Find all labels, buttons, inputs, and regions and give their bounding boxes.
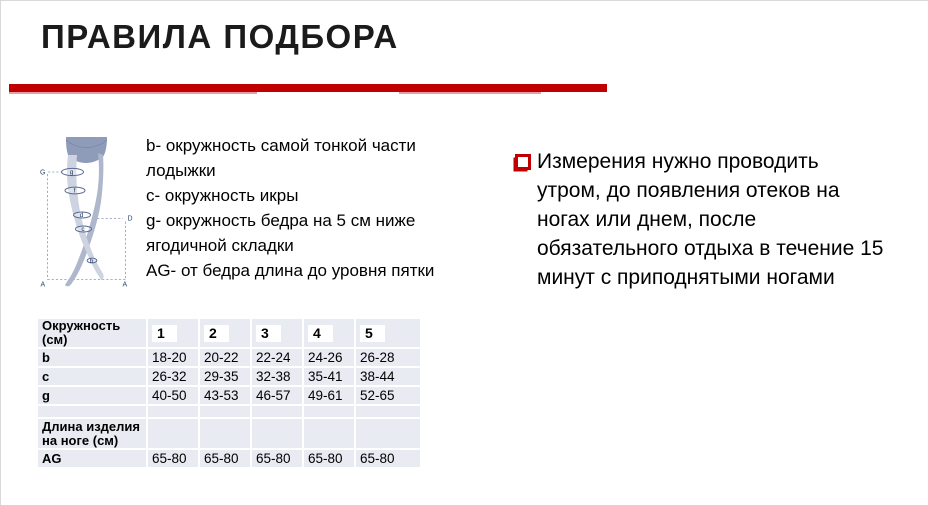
page-title: ПРАВИЛА ПОДБОРА <box>41 18 399 55</box>
table-cell: 65-80 <box>304 450 354 467</box>
table-cell <box>304 419 354 448</box>
table-cell <box>252 406 302 417</box>
diagram-label-G: G <box>40 169 46 177</box>
diagram-label-g: g <box>69 169 74 177</box>
definition-line: g- окружность бедра на 5 см ниже <box>146 211 416 230</box>
leg-measurement-diagram <box>38 127 138 289</box>
table-cell <box>252 419 302 448</box>
table-row <box>38 349 420 366</box>
size-column-header <box>148 319 198 347</box>
title-divider-shadow-right <box>399 92 541 94</box>
definition-line: b- окружность самой тонкой части <box>146 136 416 155</box>
table-cell: 65-80 <box>200 450 250 467</box>
measurement-note <box>513 147 913 292</box>
diagram-label-f: f <box>73 187 76 195</box>
row-label: Длина изделия на ноге (см) <box>38 419 146 448</box>
table-row <box>38 387 420 404</box>
size-column-header <box>252 319 302 347</box>
size-table <box>36 317 422 469</box>
table-cell <box>148 419 198 448</box>
row-label <box>38 406 146 417</box>
open-square-bullet-icon <box>515 154 531 170</box>
size-number-chip: 1 <box>152 325 177 342</box>
table-cell <box>356 419 420 448</box>
table-cell <box>148 406 198 417</box>
definition-line: c- окружность икры <box>146 186 299 205</box>
table-row <box>38 419 420 448</box>
size-number-chip: 4 <box>308 325 333 342</box>
table-cell: 38-44 <box>356 368 420 385</box>
table-cell: 35-41 <box>304 368 354 385</box>
table-cell <box>356 406 420 417</box>
table-cell: 49-61 <box>304 387 354 404</box>
row-label: AG <box>38 450 146 467</box>
table-cell: 26-28 <box>356 349 420 366</box>
note-text <box>537 147 913 292</box>
table-cell: 46-57 <box>252 387 302 404</box>
table-cell: 18-20 <box>148 349 198 366</box>
definition-line: ягодичной складки <box>146 236 294 255</box>
size-number-chip: 2 <box>204 325 229 342</box>
row-label: g <box>38 387 146 404</box>
row-label: b <box>38 349 146 366</box>
diagram-label-d: d <box>79 212 84 220</box>
row-label: c <box>38 368 146 385</box>
table-cell: 29-35 <box>200 368 250 385</box>
title-divider-shadow-left <box>9 92 257 94</box>
diagram-label-D: D <box>127 215 133 223</box>
size-number-chip: 3 <box>256 325 281 342</box>
note-line: Измерения нужно проводить <box>537 150 819 173</box>
table-cell: 40-50 <box>148 387 198 404</box>
note-line: обязательного отдыха в течение 15 <box>537 237 884 260</box>
table-row <box>38 368 420 385</box>
table-row <box>38 450 420 467</box>
table-header-row <box>38 319 420 347</box>
size-number-chip: 5 <box>360 325 385 342</box>
table-row-empty <box>38 406 420 417</box>
table-cell: 65-80 <box>356 450 420 467</box>
measurement-definitions <box>146 133 456 283</box>
table-cell: 24-26 <box>304 349 354 366</box>
diagram-label-b: b <box>89 257 94 265</box>
table-cell: 32-38 <box>252 368 302 385</box>
definition-line: лодыжки <box>146 161 216 180</box>
definition-line: AG- от бедра длина до уровня пятки <box>146 261 435 280</box>
table-cell: 65-80 <box>148 450 198 467</box>
diagram-label-A-right: A <box>122 281 128 289</box>
table-cell: 22-24 <box>252 349 302 366</box>
table-cell <box>200 406 250 417</box>
table-cell: 52-65 <box>356 387 420 404</box>
table-cell: 43-53 <box>200 387 250 404</box>
note-line: ногах или днем, после <box>537 208 757 231</box>
note-line: минут с приподнятыми ногами <box>537 266 835 289</box>
diagram-label-A-left: A <box>40 281 46 289</box>
size-column-header <box>200 319 250 347</box>
note-line: утром, до появления отеков на <box>537 179 840 202</box>
size-column-header <box>356 319 420 347</box>
table-cell <box>304 406 354 417</box>
table-cell: 20-22 <box>200 349 250 366</box>
table-cell: 26-32 <box>148 368 198 385</box>
size-column-header <box>304 319 354 347</box>
table-cell <box>200 419 250 448</box>
title-divider <box>9 84 607 92</box>
table-cell: 65-80 <box>252 450 302 467</box>
diagram-label-c: c <box>81 226 85 234</box>
size-table-corner-header: Окружность (см) <box>38 319 146 347</box>
